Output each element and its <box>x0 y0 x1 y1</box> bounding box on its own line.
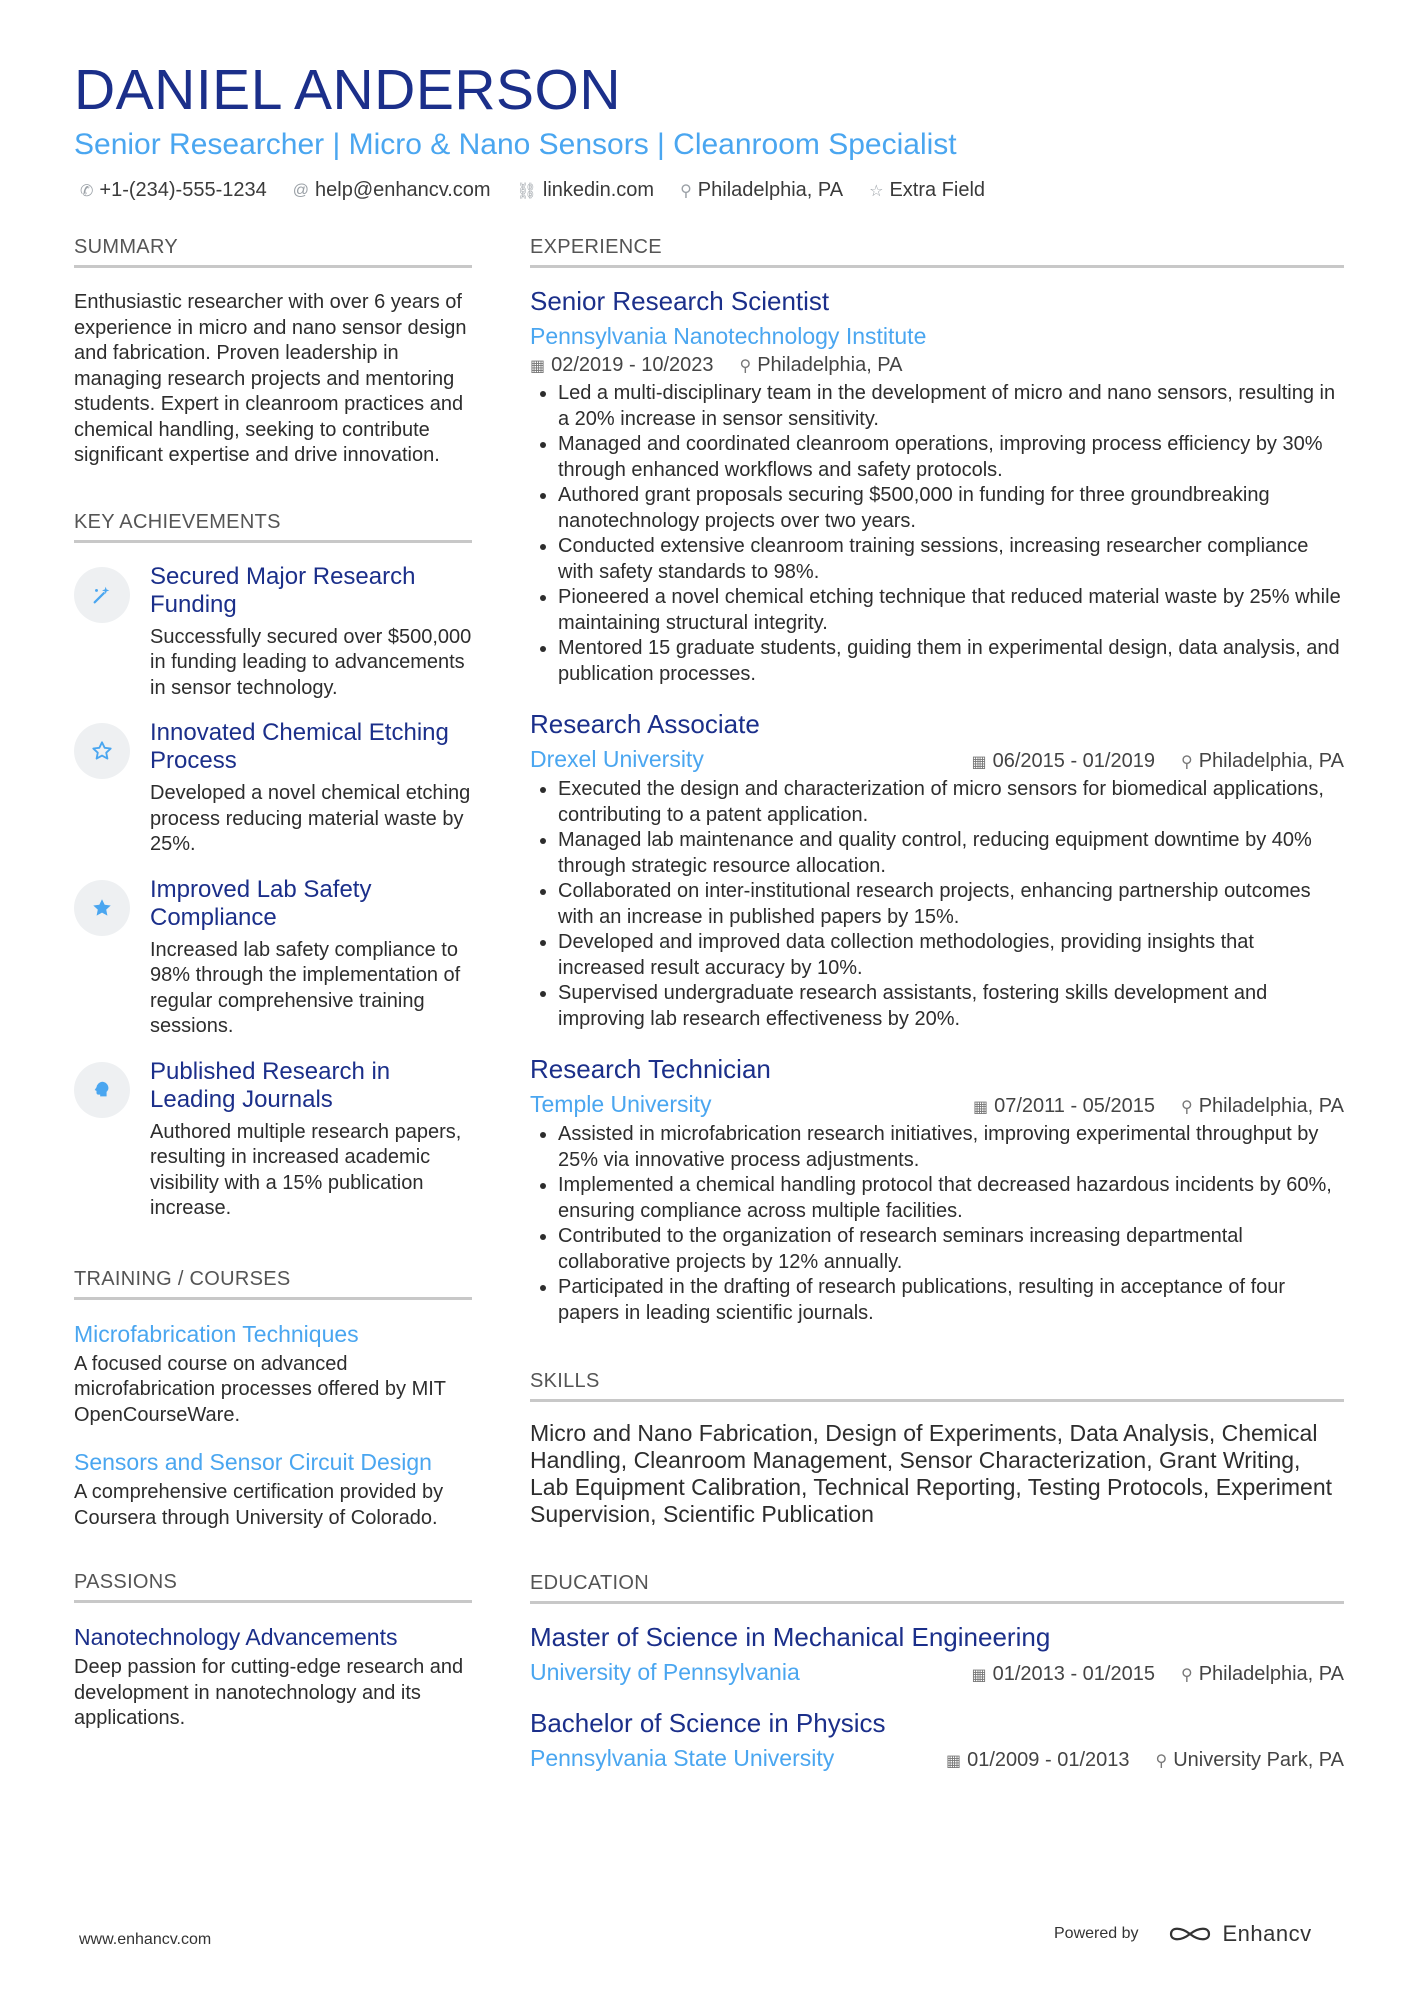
location-icon: ⚲ <box>1180 1099 1193 1116</box>
headline: Senior Researcher | Micro & Nano Sensors | Cleanroom Specialist <box>74 128 957 161</box>
calendar-icon: ▦ <box>972 1099 989 1116</box>
location-icon: ⚲ <box>739 358 752 375</box>
job-bullet: • Led a multi-disciplinary team in the development of micro and nano sensors, resulting in a 20% increase in sensor sensitivity. <box>558 381 1344 432</box>
education-dates: 01/2009 - 01/2013 <box>967 1749 1130 1771</box>
education-location: Philadelphia, PA <box>1198 1663 1344 1685</box>
contact-location <box>680 179 843 202</box>
at-icon: @ <box>292 181 309 199</box>
enhancv-logo-icon <box>1167 1923 1213 1945</box>
experience-heading: EXPERIENCE <box>530 236 1344 268</box>
skills-text: Micro and Nano Fabrication, Design of Experiments, Data Analysis, Chemical Handling, Cleanroom Management, Sensor Characterization, Grant Writing, Lab Equipment Calibration, Technical Reporting, Testing Protocols, Experiment Supervision, Scientific Publication <box>530 1420 1333 1527</box>
contact-phone[interactable] <box>80 179 267 202</box>
achievement-item <box>74 563 472 702</box>
star-icon <box>74 880 130 936</box>
achievement-desc: Developed a novel chemical etching process reducing material waste by 25%. <box>150 782 471 855</box>
location-icon: ⚲ <box>1155 1753 1168 1770</box>
job-bullet: • Managed lab maintenance and quality control, reducing equipment downtime by 40% through strategic resource allocation. <box>558 828 1344 879</box>
achievement-title: Secured Major Research Funding <box>150 562 416 618</box>
summary-text: Enthusiastic researcher with over 6 years of experience in micro and nano sensor design and fabrication. Proven leadership in managing research projects and mentoring students. Expert in cleanroom practices and chemical handling, seeking to contribute significant expertise and drive innovation. <box>74 291 467 466</box>
job-dates: 07/2011 - 05/2015 <box>994 1095 1155 1117</box>
job-entry <box>530 286 1344 687</box>
job-bullets <box>530 777 1344 1032</box>
candidate-name: DANIEL ANDERSON <box>74 58 622 122</box>
star-outline-icon <box>74 723 130 779</box>
school-name: Pennsylvania State University <box>530 1745 835 1771</box>
education-entry <box>530 1622 1344 1686</box>
passion-title: Nanotechnology Advancements <box>74 1624 398 1650</box>
achievement-item <box>74 876 472 1040</box>
course-item <box>74 1320 472 1429</box>
phone-icon: ✆ <box>80 182 94 200</box>
achievements-list <box>74 563 472 1222</box>
achievement-item <box>74 1058 472 1222</box>
job-meta <box>971 750 1344 773</box>
job-title: Senior Research Scientist <box>530 286 830 316</box>
job-bullet: • Mentored 15 graduate students, guiding them in experimental design, data analysis, and publication processes. <box>558 636 1344 687</box>
job-bullet: • Conducted extensive cleanroom training sessions, increasing researcher compliance with safety standards to 98%. <box>558 534 1344 585</box>
education-subheader <box>530 1658 1344 1686</box>
achievement-desc: Increased lab safety compliance to 98% through the implementation of regular comprehensive training sessions. <box>150 938 461 1037</box>
job-bullet: • Developed and improved data collection methodologies, providing insights that increased result accuracy by 10%. <box>558 930 1344 981</box>
calendar-icon: ▦ <box>530 358 546 375</box>
contact-phone-text: +1-(234)-555-1234 <box>99 179 267 201</box>
passion-item <box>74 1623 472 1732</box>
job-bullet: • Implemented a chemical handling protocol that decreased hazardous incidents by 60%, ensuring compliance across multiple facilities. <box>558 1173 1344 1224</box>
contact-location-text: Philadelphia, PA <box>697 179 844 201</box>
training-list <box>74 1320 472 1532</box>
school-name: University of Pennsylvania <box>530 1659 800 1685</box>
contact-email-text: help@enhancv.com <box>315 179 491 201</box>
passion-desc: Deep passion for cutting-edge research and development in nanotechnology and its applications. <box>74 1656 464 1729</box>
contact-email[interactable] <box>293 179 491 202</box>
job-location: Philadelphia, PA <box>1198 1095 1344 1117</box>
location-icon: ⚲ <box>680 182 692 200</box>
passions-heading: PASSIONS <box>74 1571 472 1603</box>
powered-by-label: Powered by <box>1054 1925 1139 1942</box>
contact-linkedin-text: linkedin.com <box>542 179 655 201</box>
contact-extra <box>869 179 985 202</box>
education-subheader <box>530 1744 1344 1772</box>
achievement-desc: Successfully secured over $500,000 in funding leading to advancements in sensor technology. <box>150 625 472 699</box>
degree-title: Bachelor of Science in Physics <box>530 1708 886 1738</box>
achievement-title: Improved Lab Safety Compliance <box>150 875 372 931</box>
job-bullet: • Managed and coordinated cleanroom operations, improving process efficiency by 30% through enhanced workflows and safety protocols. <box>558 432 1344 483</box>
job-bullet: • Authored grant proposals securing $500,000 in funding for three groundbreaking nanotechnology projects over two years. <box>558 483 1344 534</box>
achievement-desc: Authored multiple research papers, resulting in increased academic visibility with a 15% publication increase. <box>150 1120 462 1219</box>
degree-title: Master of Science in Mechanical Engineering <box>530 1622 1051 1652</box>
training-heading: TRAINING / COURSES <box>74 1268 472 1300</box>
wand-icon <box>74 567 130 623</box>
calendar-icon: ▦ <box>946 1753 962 1770</box>
company-name: Pennsylvania Nanotechnology Institute <box>530 323 927 349</box>
job-bullets <box>530 1122 1344 1326</box>
achievement-title: Innovated Chemical Etching Process <box>150 719 449 774</box>
job-meta <box>973 1095 1344 1118</box>
course-desc: A comprehensive certification provided by Coursera through University of Colorado. <box>74 1481 444 1529</box>
job-subheader <box>530 1090 1344 1118</box>
left-column <box>74 236 472 1732</box>
calendar-icon: ▦ <box>971 1667 987 1684</box>
job-bullet: • Participated in the drafting of research publications, resulting in acceptance of four papers in leading scientific journals. <box>558 1275 1344 1326</box>
education-meta <box>946 1749 1344 1772</box>
company-name: Drexel University <box>530 746 704 772</box>
contact-linkedin[interactable] <box>517 179 654 202</box>
skills-heading: SKILLS <box>530 1370 1344 1402</box>
job-meta <box>530 354 1344 377</box>
calendar-icon: ▦ <box>971 754 987 771</box>
job-bullet: • Contributed to the organization of research seminars increasing departmental collaborative projects by 12% annually. <box>558 1224 1344 1275</box>
achievement-item <box>74 719 472 858</box>
contact-extra-text: Extra Field <box>889 179 986 201</box>
course-title: Sensors and Sensor Circuit Design <box>74 1449 432 1475</box>
head-icon <box>74 1062 130 1118</box>
education-dates: 01/2013 - 01/2015 <box>992 1663 1155 1685</box>
job-title: Research Associate <box>530 709 760 739</box>
course-item <box>74 1448 472 1531</box>
achievement-title: Published Research in Leading Journals <box>150 1057 391 1113</box>
job-dates: 06/2015 - 01/2019 <box>992 750 1155 772</box>
link-icon: ⛓ <box>516 182 537 200</box>
star-icon: ☆ <box>869 182 884 200</box>
job-bullet: • Collaborated on inter-institutional research projects, enhancing partnership outcomes with an increase in published papers by 15%. <box>558 879 1344 930</box>
course-desc: A focused course on advanced microfabrication processes offered by MIT OpenCourseWare. <box>74 1352 446 1426</box>
job-bullet: • Supervised undergraduate research assistants, fostering skills development and improving lab research effectiveness by 20%. <box>558 981 1344 1032</box>
right-column <box>530 236 1344 1772</box>
location-icon: ⚲ <box>1180 754 1193 771</box>
education-entry <box>530 1708 1344 1772</box>
contact-bar <box>80 179 985 202</box>
location-icon: ⚲ <box>1180 1667 1193 1684</box>
job-subheader <box>530 745 1344 773</box>
education-meta <box>971 1663 1344 1686</box>
job-location: Philadelphia, PA <box>1198 750 1344 772</box>
education-heading: EDUCATION <box>530 1572 1344 1604</box>
summary-heading: SUMMARY <box>74 236 472 268</box>
enhancv-logo[interactable] <box>1167 1921 1312 1947</box>
job-entry <box>530 1054 1344 1326</box>
course-title: Microfabrication Techniques <box>74 1320 359 1347</box>
job-title: Research Technician <box>530 1054 771 1084</box>
job-dates: 02/2019 - 10/2023 <box>551 354 714 376</box>
job-bullet: • Assisted in microfabrication research initiatives, improving experimental throughput by 25% via innovative process adjustments. <box>558 1122 1344 1173</box>
job-entry <box>530 709 1344 1032</box>
job-bullets <box>530 381 1344 687</box>
education-location: University Park, PA <box>1173 1749 1344 1771</box>
footer-branding <box>1054 1921 1312 1947</box>
job-location: Philadelphia, PA <box>757 354 903 376</box>
footer-website[interactable]: www.enhancv.com <box>79 1931 212 1948</box>
job-bullet: • Pioneered a novel chemical etching technique that reduced material waste by 25% while maintaining structural integrity. <box>558 585 1344 636</box>
achievements-heading: KEY ACHIEVEMENTS <box>74 511 472 543</box>
job-bullet: • Executed the design and characterization of micro sensors for biomedical applications, contributing to a patent application. <box>558 777 1344 828</box>
brand-name: Enhancv <box>1222 1921 1312 1946</box>
company-name: Temple University <box>530 1091 712 1117</box>
